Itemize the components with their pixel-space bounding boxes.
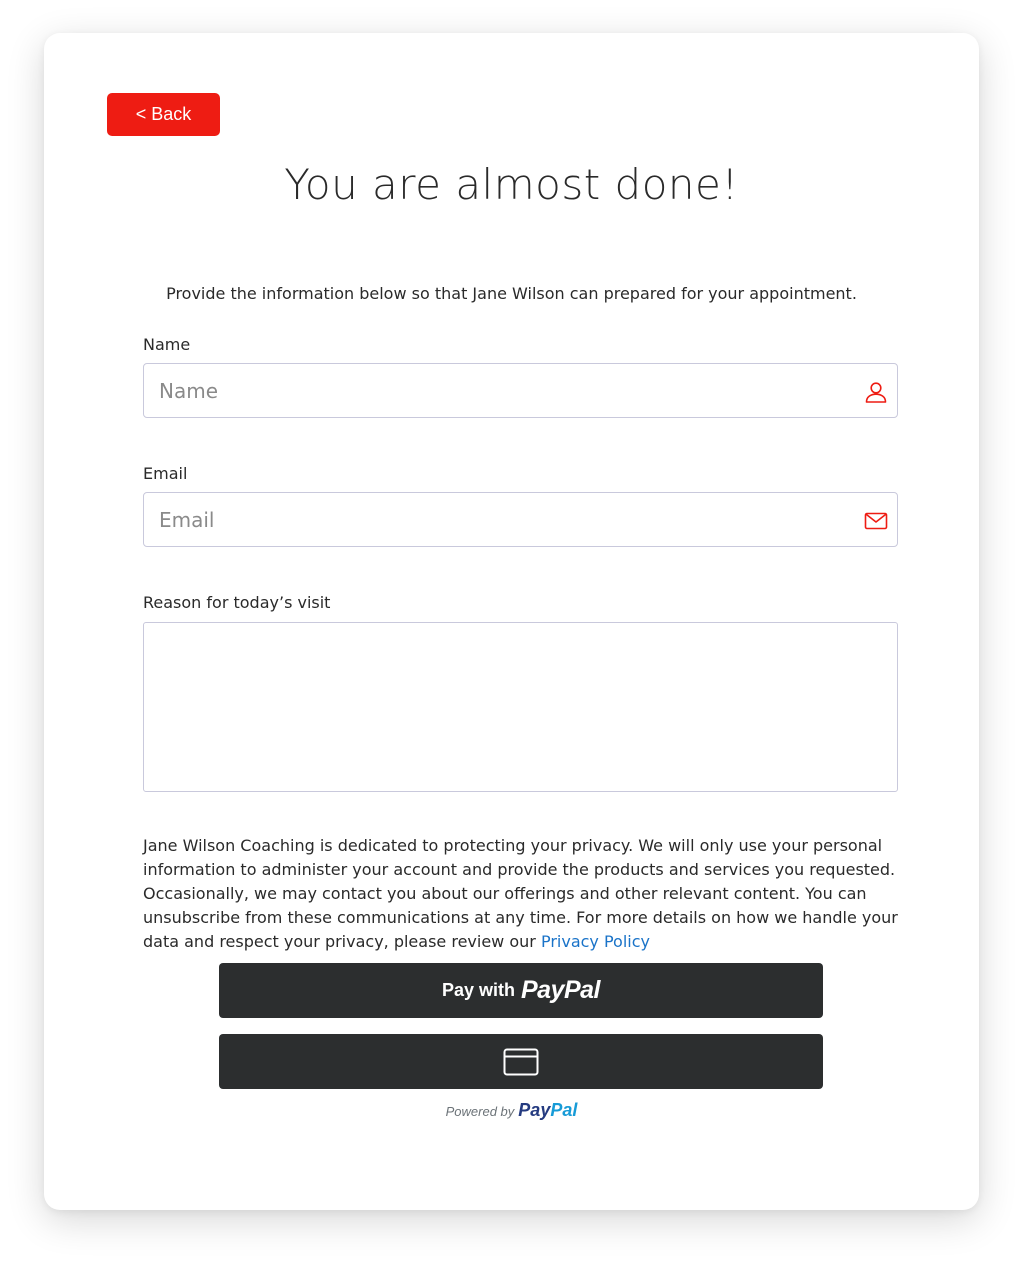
email-label: Email: [143, 464, 188, 483]
powered-by-label: Powered by: [445, 1104, 515, 1119]
reason-field[interactable]: [143, 622, 898, 792]
intro-text: Provide the information below so that Jane Wilson can prepared for your appointment.: [166, 284, 857, 303]
name-field[interactable]: [143, 363, 898, 418]
name-input[interactable]: [144, 364, 897, 417]
paypal-logo: PayPal: [521, 976, 601, 1004]
paypal-small-logo: [518, 1100, 577, 1121]
paypal-logo-pay: Pay: [518, 1100, 551, 1120]
pay-with-paypal-button[interactable]: [219, 963, 823, 1018]
privacy-notice: [143, 834, 903, 954]
reason-textarea[interactable]: [144, 623, 897, 791]
privacy-policy-link[interactable]: Privacy Policy: [540, 932, 650, 951]
paypal-logo-pal: Pal: [550, 1100, 578, 1120]
privacy-text: Jane Wilson Coaching is dedicated to protecting your privacy. We will only use your personal information to administer your account and provide the products and services you requested. Occasionally, we may contact you about our offerings and other relevant content. You can unsubscribe from these communications at any time. For more details on how we handle your data and respect your privacy, please review our: [143, 836, 898, 951]
back-button[interactable]: < Back: [107, 93, 220, 136]
debit-credit-card-button[interactable]: [219, 1034, 823, 1089]
paypal-button-prefix: Pay with: [441, 980, 515, 1000]
email-input[interactable]: [144, 493, 897, 546]
name-label: Name: [143, 335, 191, 354]
reason-label: Reason for today’s visit: [143, 593, 331, 612]
user-icon: [863, 379, 889, 405]
page-title: You are almost done!: [284, 160, 739, 209]
credit-card-icon: [503, 1048, 539, 1076]
email-field[interactable]: [143, 492, 898, 547]
powered-by-paypal: [44, 1100, 979, 1121]
form-card: [44, 33, 979, 1210]
envelope-icon: [863, 508, 889, 534]
